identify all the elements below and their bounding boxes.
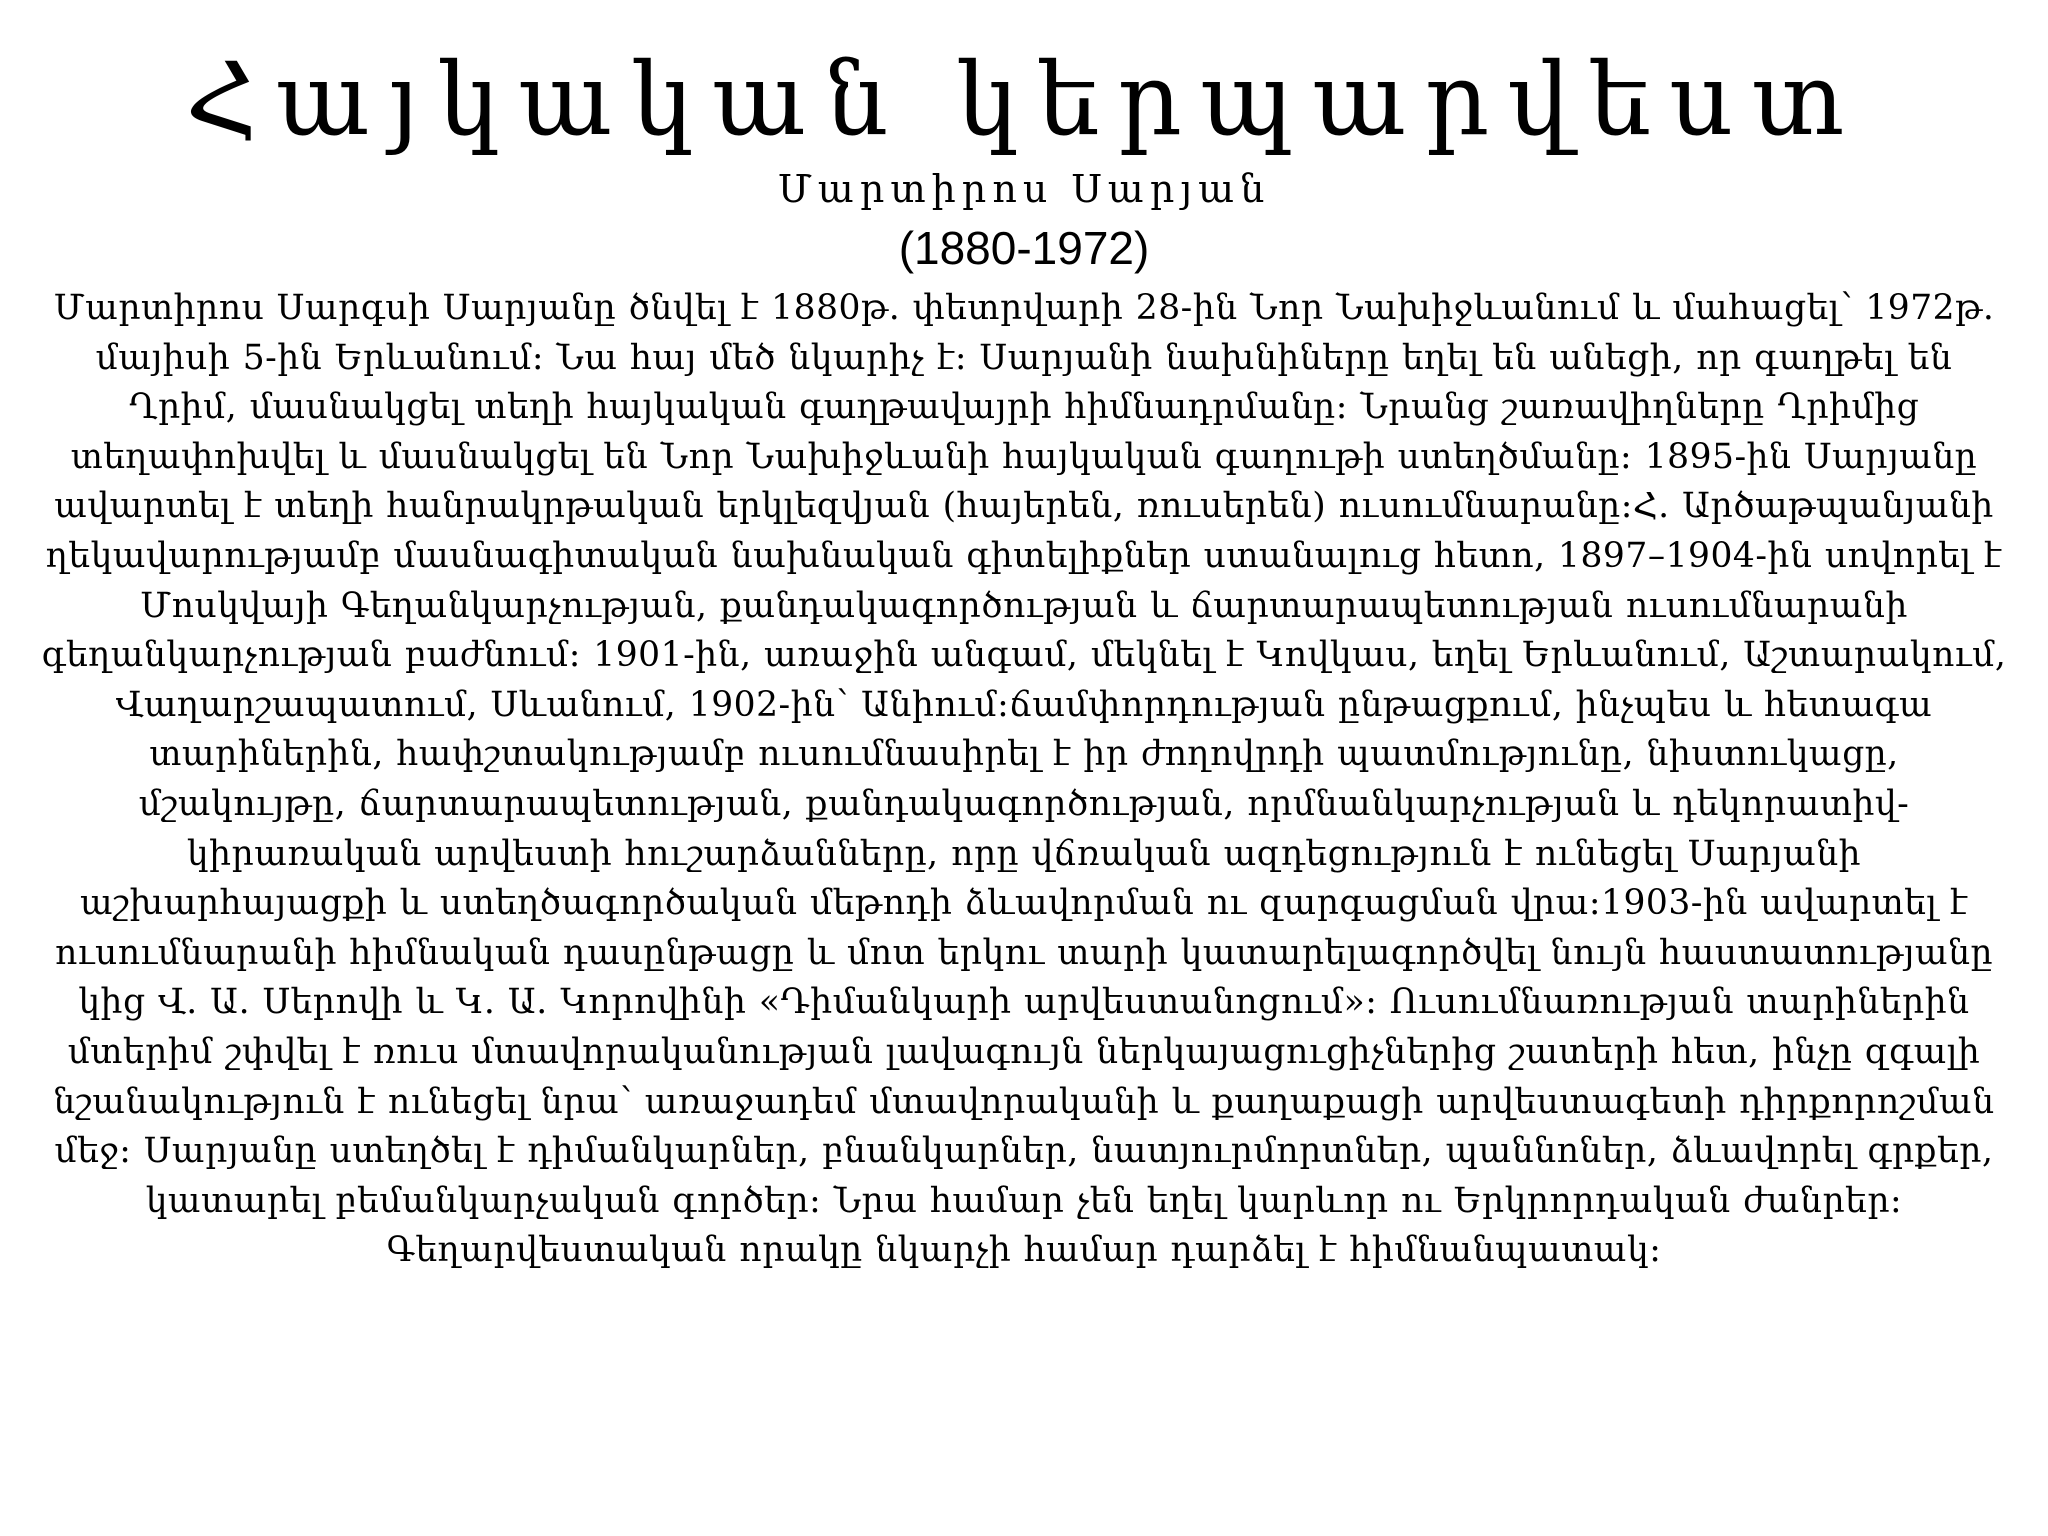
life-years: (1880-1972) xyxy=(898,222,1150,274)
author-name: Մարտիրոս Սարյան xyxy=(777,167,1271,211)
slide-title: Հայկական կերպարվեստ xyxy=(185,41,1863,158)
biography-text: Մարտիրոս Սարգսի Սարյանը ծնվել է 1880թ. փետրվարի 28-ին Նոր Նախիջևանում և մահացել՝ 1972թ. մայիսի 5-ին Երևանում: Նա հայ մեծ նկարիչ է: Սարյանի նախնիները եղել են անեցի, որ գաղթել են Ղրիմ, մասնակցել տեղի հայկական գաղթավայրի հիմնադրմանը։ Նրանց շառավիղները Ղրիմից տեղափոխվել և մասնակցել են Նոր Նախիջևանի հայկական գաղութի ստեղծմանը։ 1895-ին Սարյանը ավարտել է տեղի հանրակրթական երկլեզվյան (հայերեն, ռուսերեն) ուսումնարանը:Հ. Արծաթպանյանի ղեկավարությամբ մասնագիտական նախնական գիտելիքներ ստանալուց հետո, 1897–1904-ին սովորել է Մոսկվայի Գեղանկարչության, քանդակագործության և ճարտարապետության ուսումնարանի գեղանկարչության բաժնում: 1901-ին, առաջին անգամ, մեկնել է Կովկաս, եղել Երևանում, Աշտարակում, Վաղարշապատում, Սևանում, 1902-ին՝ Անիում:ճամփորդության ընթացքում, ինչպես և հետագա տարիներին, հափշտակությամբ ուսումնասիրել է իր ժողովրդի պատմությունը, նիստուկացը, մշակույթը, ճարտարապետության, քանդակագործության, որմնանկարչության և դեկորատիվ-կիրառական արվեստի հուշարձանները, որը վճռական ազդեցություն է ունեցել Սարյանի աշխարհայացքի և ստեղծագործական մեթոդի ձևավորման ու զարգացման վրա:1903-ին ավարտել է ուսումնարանի հիմնական դասընթացը և մոտ երկու տարի կատարելագործվել նույն հաստատությանը կից Վ. Ա. Սերովի և Կ. Ա. Կորովինի «Դիմանկարի արվեստանոցում»: Ուսումնառության տարիներին մտերիմ շփվել է ռուս մտավորականության լավագույն ներկայացուցիչներից շատերի հետ, ինչը զգալի նշանակություն է ունեցել նրա՝ առաջադեմ մտավորականի և քաղաքացի արվեստագետի դիրքորոշման մեջ: Սարյանը ստեղծել է դիմանկարներ, բնանկարներ, նատյուրմորտներ, պաննոներ, ձևավորել գրքեր, կատարել բեմանկարչական գործեր: Նրա համար չեն եղել կարևոր ու Երկրորդական ժանրեր։ Գեղարվեստական որակը նկարչի համար դարձել է հիմնանպատակ։ xyxy=(41,288,2007,1271)
